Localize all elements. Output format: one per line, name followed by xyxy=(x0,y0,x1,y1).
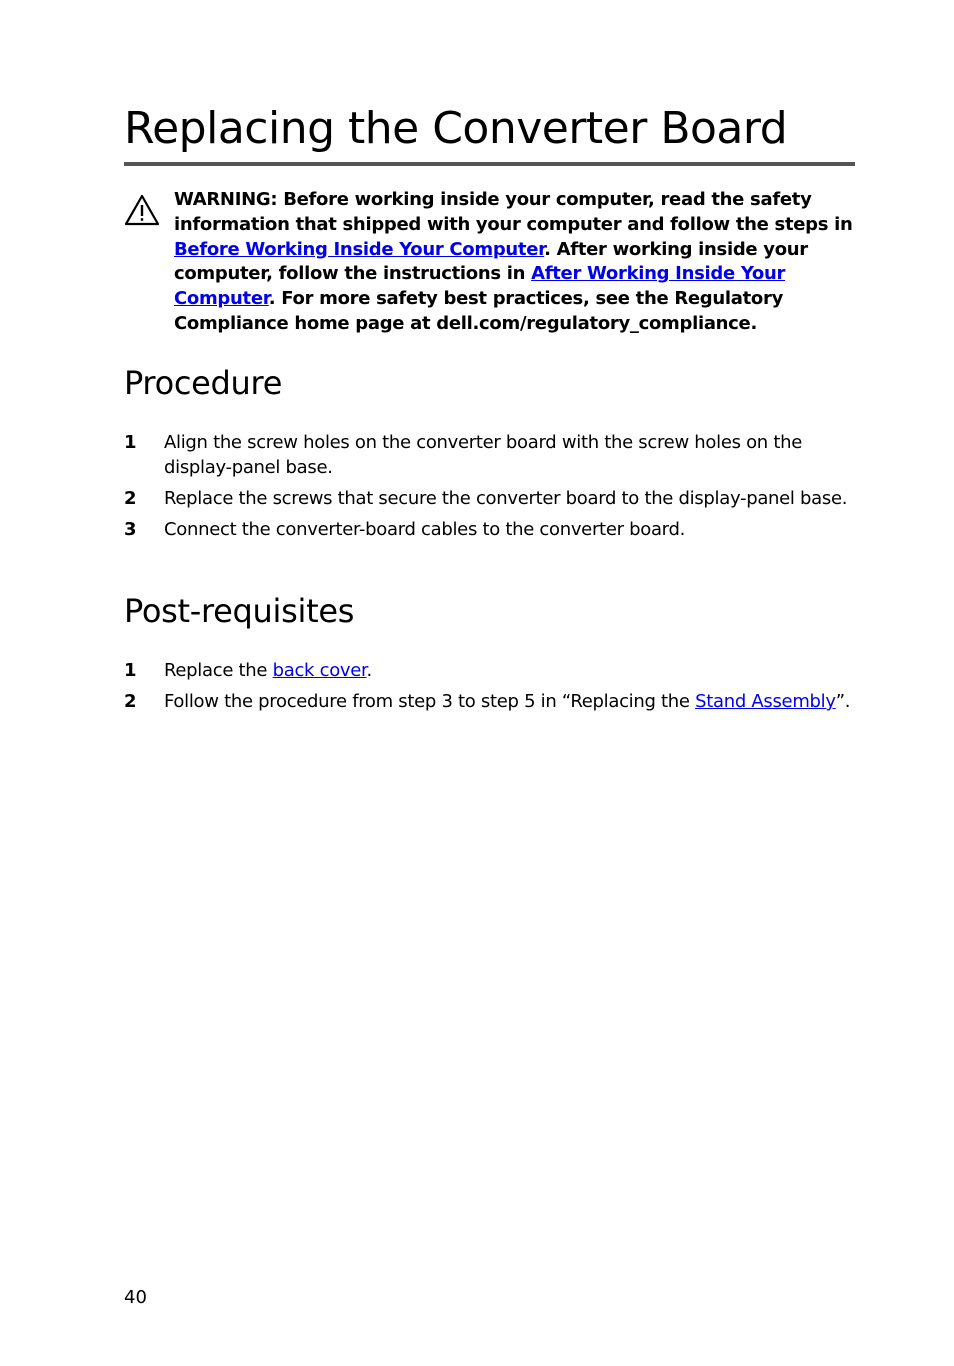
step-number: 1 xyxy=(124,432,137,453)
procedure-heading: Procedure xyxy=(124,364,283,402)
procedure-step xyxy=(124,430,855,480)
step-text: Connect the converter-board cables to the converter board. xyxy=(164,519,686,540)
procedure-step xyxy=(124,517,855,542)
step-number: 2 xyxy=(124,488,137,509)
step-text: Align the screw holes on the converter board with the screw holes on the display-panel base. xyxy=(164,432,802,478)
post-requisite-step xyxy=(124,658,855,683)
back-cover-link[interactable]: back cover xyxy=(272,660,367,681)
warning-triangle-icon xyxy=(124,194,160,226)
warning-text-part: WARNING: Before working inside your computer, read the safety information that shipped with your computer and follow the steps in xyxy=(174,189,853,235)
before-working-link[interactable]: Before Working Inside Your Computer xyxy=(174,238,545,260)
post-requisites-heading: Post-requisites xyxy=(124,592,355,630)
page-title: Replacing the Converter Board xyxy=(124,96,855,166)
step-number: 2 xyxy=(124,691,137,712)
step-text: Replace the screws that secure the converter board to the display-panel base. xyxy=(164,488,848,509)
after-working-link[interactable]: After Working Inside Your Computer xyxy=(174,263,786,310)
procedure-steps xyxy=(124,430,855,548)
stand-assembly-link[interactable]: Stand Assembly xyxy=(695,691,836,712)
step-number: 3 xyxy=(124,519,137,540)
step-number: 1 xyxy=(124,660,137,681)
warning-text-part: . For more safety best practices, see the Regulatory Compliance home page at dell.com/regulatory_compliance. xyxy=(174,288,784,334)
step-text: ”. xyxy=(835,691,851,712)
step-text: Replace the xyxy=(164,660,273,681)
step-text: . xyxy=(366,660,372,681)
page-number: 40 xyxy=(124,1287,147,1308)
warning-text-part: . After working inside your computer, follow the instructions in xyxy=(174,238,808,285)
step-text: Follow the procedure from step 3 to step 5 in “Replacing the xyxy=(164,691,696,712)
warning-text xyxy=(174,188,855,337)
post-requisites-steps xyxy=(124,658,855,720)
post-requisite-step xyxy=(124,689,855,714)
procedure-step xyxy=(124,486,855,511)
